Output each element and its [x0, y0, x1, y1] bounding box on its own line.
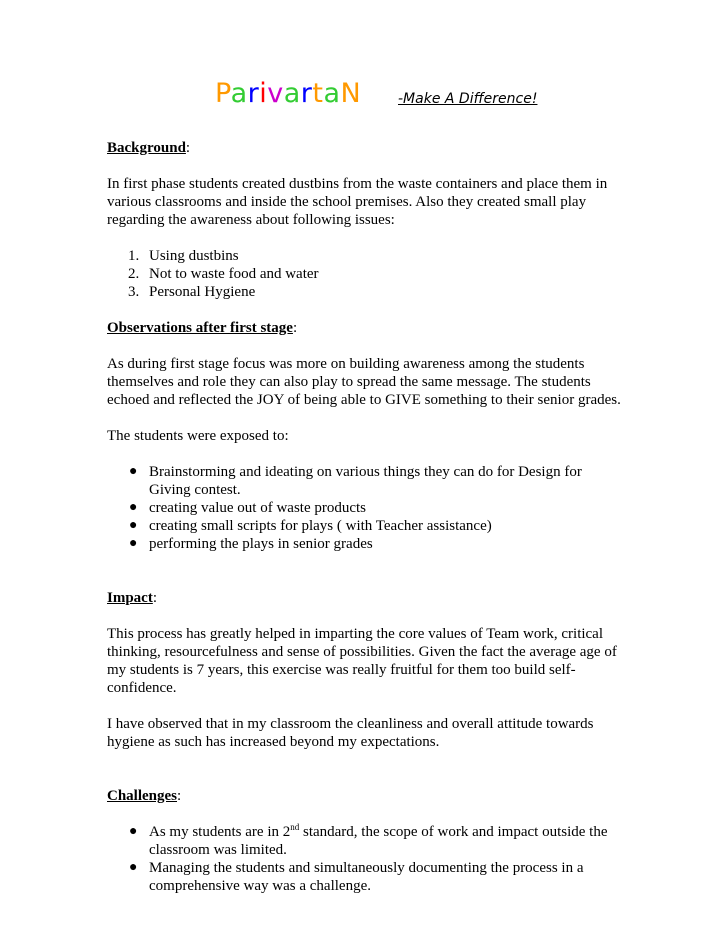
- impact-heading: Impact: [107, 590, 153, 606]
- title-letter: a: [283, 78, 301, 109]
- background-heading: Background: [107, 140, 186, 156]
- title-letter: i: [259, 78, 268, 109]
- list-item: 3. Personal Hygiene: [128, 284, 256, 300]
- impact-heading-line: [107, 589, 627, 607]
- observations-heading-colon: :: [292, 320, 298, 336]
- list-item: ● Brainstorming and ideating on various things they can do for Design for Giving contest.: [129, 464, 582, 498]
- title-letter: r: [247, 78, 260, 109]
- title-row: [0, 78, 728, 118]
- title-letter: a: [230, 78, 248, 109]
- observations-intro: The students were exposed to:: [107, 428, 289, 444]
- background-heading-line: [107, 139, 627, 157]
- list-item: ● creating small scripts for plays ( with Teacher assistance): [129, 518, 492, 534]
- challenges-heading-line: [107, 787, 627, 805]
- list-item: 2. Not to waste food and water: [128, 266, 319, 282]
- exposure-list: [107, 463, 627, 553]
- list-item: ● performing the plays in senior grades: [129, 536, 373, 552]
- title-letter: a: [323, 78, 341, 109]
- title-letter: P: [215, 78, 231, 109]
- impact-paragraph-2: I have observed that in my classroom the cleanliness and overall attitude towards hygiene as such has increased beyond my expectations.: [107, 716, 594, 750]
- challenges-list: [107, 823, 627, 895]
- impact-heading-colon: :: [152, 590, 157, 606]
- challenges-heading: Challenges: [107, 788, 178, 804]
- title-letter: t: [312, 78, 324, 109]
- background-paragraph: In first phase students created dustbins from the waste containers and place them in various classrooms and inside the school premises. Also they created small play regarding the awareness about following issues:: [107, 176, 608, 228]
- title-letter: v: [267, 78, 284, 109]
- observations-paragraph: As during first stage focus was more on building awareness among the students themselves and role they can also play to spread the same message. The students echoed and reflected the JOY of being able to GIVE something to their senior grades.: [107, 356, 621, 408]
- challenges-heading-colon: :: [177, 788, 182, 804]
- document-title: [215, 78, 361, 110]
- impact-paragraph-1: This process has greatly helped in imparting the core values of Team work, critical thinking, resourcefulness and sense of possibilities. Given the fact the average age of my students is 7 years, this exercise was really fruitful for them too build self-confidence.: [107, 626, 617, 696]
- observations-heading: Observations after first stage: [107, 320, 293, 336]
- list-item: ● creating value out of waste products: [129, 500, 367, 516]
- title-letter: N: [340, 78, 362, 109]
- tagline: -Make A Difference!: [398, 91, 538, 107]
- list-item: ● As my students are in 2nd standard, the scope of work and impact outside the classroom was limited.: [129, 822, 608, 858]
- issues-list: [107, 247, 627, 301]
- document-body: [107, 139, 627, 895]
- observations-heading-line: [107, 319, 627, 337]
- list-item: 1. Using dustbins: [128, 248, 239, 264]
- list-item: ● Managing the students and simultaneously documenting the process in a comprehensive way was a challenge.: [129, 860, 584, 894]
- background-heading-colon: :: [185, 140, 191, 156]
- title-letter: r: [300, 78, 313, 109]
